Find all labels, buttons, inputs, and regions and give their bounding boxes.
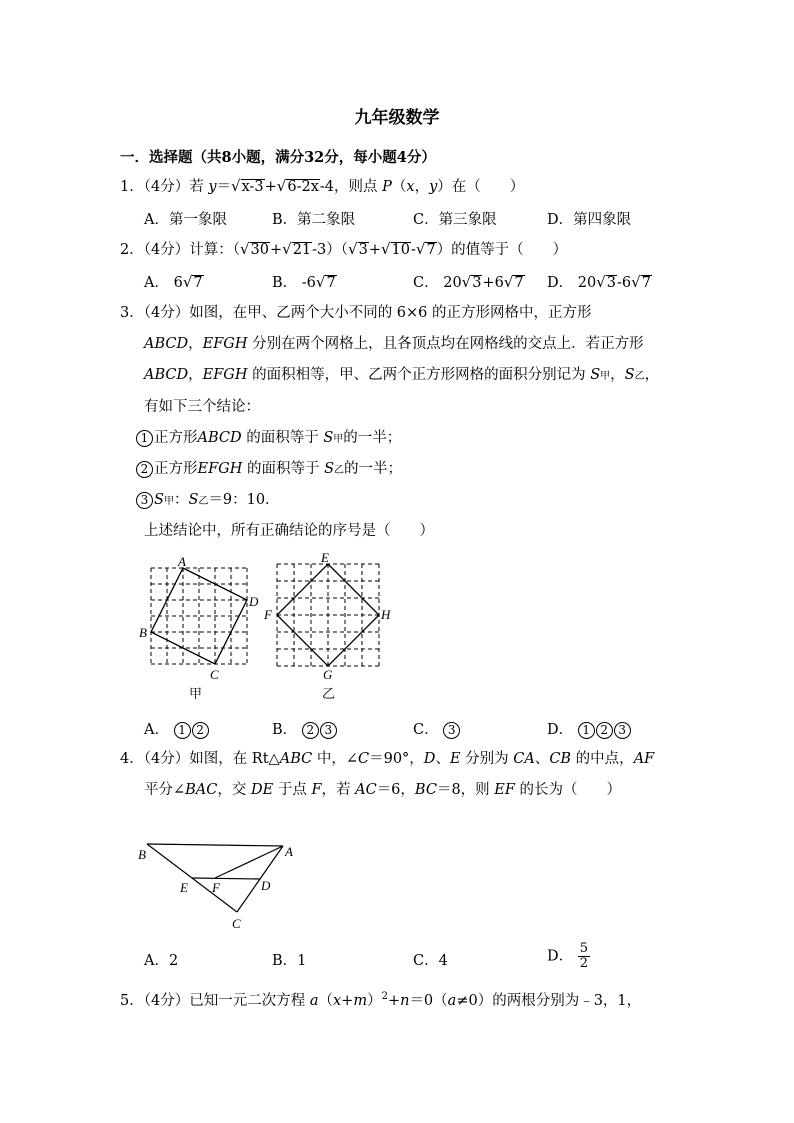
conclusion-3: 3 S甲：S乙＝9：10． <box>136 490 280 512</box>
caption-jia: 甲 <box>189 686 203 701</box>
question-3-line-1: 3．（4分）如图，在甲、乙两个大小不同的 6×6 的正方形网格中，正方形 <box>120 305 592 321</box>
fig-label-a: A <box>285 844 293 859</box>
label-f: F <box>264 607 272 622</box>
question-5-stem: 5．（4分）已知一元二次方程 $a(x+m)^2+n=0(a\ne 0)$的两根分别为﹣3，1， <box>120 991 642 1009</box>
q4-option-b[interactable]: B．1 <box>272 953 307 969</box>
q1-option-a[interactable]: A．第一象限 <box>144 212 227 228</box>
label-g: G <box>323 667 333 682</box>
q3-option-c[interactable]: C． 3 <box>413 718 461 739</box>
q1-option-b[interactable]: B．第二象限 <box>272 212 356 228</box>
label-a: A <box>178 554 186 569</box>
question-4-line-1: 4．（4分）如图，在 Rt△ABC 中，∠C＝90°，D、E 分别为 CA、CB 的中点，AF <box>120 751 655 767</box>
q3-figure <box>130 548 400 708</box>
fraction-5-2: $\frac{5}{2}$ <box>579 941 589 971</box>
page-title: 九年级数学 <box>354 108 440 128</box>
question-4-line-2: 平分∠BAC，交 DE 于点 F，若 AC＝6，BC＝8，则 EF 的长为（ ） <box>144 782 622 798</box>
question-3-line-4: 有如下三个结论： <box>144 399 260 415</box>
q2-option-d[interactable]: D． 20√3-6√7 <box>547 273 651 291</box>
label-e: E <box>321 550 329 565</box>
q4-option-c[interactable]: C．4 <box>413 953 448 969</box>
section-heading: 一．选择题（共8小题，满分32分，每小题4分） <box>120 149 436 166</box>
label-h: H <box>381 607 391 622</box>
q2-option-a[interactable]: A． 6√7 <box>144 273 203 291</box>
fig-label-e: E <box>180 880 188 895</box>
label-c: C <box>210 667 219 682</box>
conclusion-2: 2 正方形EFGH 的面积等于 S乙的一半； <box>136 459 402 481</box>
q3-option-d[interactable]: D． 1 2 3 <box>547 718 632 739</box>
label-b: B <box>139 625 147 640</box>
q4-figure <box>130 832 310 938</box>
grid-yi <box>277 564 379 666</box>
question-3-line-3: ABCD，EFGH 的面积相等，甲、乙两个正方形网格的面积分别记为 S甲，S乙， <box>144 367 660 383</box>
q1-option-d[interactable]: D．第四象限 <box>547 212 632 228</box>
caption-yi: 乙 <box>322 686 336 701</box>
fig-label-c: C <box>232 916 241 931</box>
label-d: D <box>249 594 259 609</box>
q4-option-d[interactable]: D． $\frac{5}{2}$ <box>547 941 589 971</box>
fig-label-b: B <box>138 847 146 862</box>
question-2-stem: 2．（4分）计算：（√30+√21-3）（√3+√10-√7）的值等于（ ） <box>120 240 568 258</box>
question-3-line-2: ABCD，EFGH 分别在两个网格上，且各顶点均在网格线的交点上．若正方形 <box>144 336 644 352</box>
question-3-line-8: 上述结论中，所有正确结论的序号是（ ） <box>144 523 434 539</box>
fig-label-f: F <box>212 880 220 895</box>
fig-label-d: D <box>261 878 271 893</box>
q3-option-a[interactable]: A． 1 2 <box>144 718 210 739</box>
question-1-stem: 1．（4分）若 y＝√x-3+√6-2x-4，则点 P（x，y）在（ ） <box>120 177 525 195</box>
conclusion-1: 1 正方形ABCD 的面积等于 S甲的一半； <box>136 428 401 450</box>
q2-option-b[interactable]: B． -6√7 <box>272 273 336 291</box>
q4-option-a[interactable]: A．2 <box>144 953 179 969</box>
grid-jia <box>151 568 247 664</box>
q2-option-c[interactable]: C． 20√3+6√7 <box>413 273 524 291</box>
q1-option-c[interactable]: C．第三象限 <box>413 212 497 228</box>
q3-option-b[interactable]: B． 2 3 <box>272 718 338 739</box>
